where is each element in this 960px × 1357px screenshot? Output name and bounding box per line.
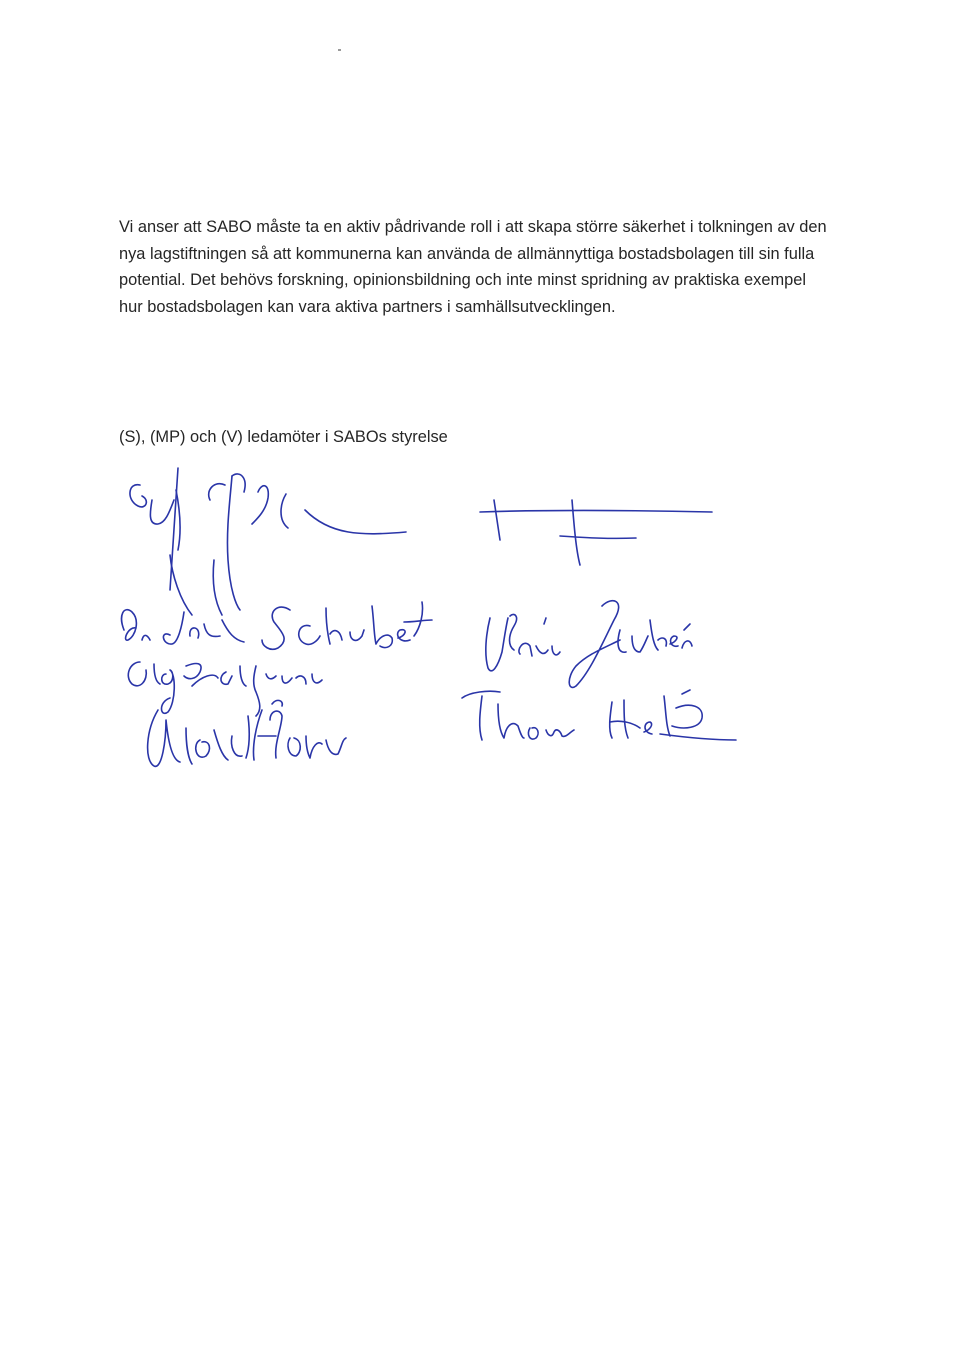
signature-linden	[486, 601, 692, 688]
paragraph-line-4: hur bostadsbolagen kan vara aktiva partners i samhällsutvecklingen.	[119, 297, 616, 316]
signature-scribble-2	[209, 474, 406, 615]
paragraph-line-2: nya lagstiftningen så att kommunerna kan använda de allmännyttiga bostadsbolagen till sin fulla	[119, 244, 815, 263]
signoff-line: (S), (MP) och (V) ledamöter i SABOs styrelse	[119, 428, 448, 446]
signatures-block	[0, 440, 960, 800]
body-paragraph	[119, 214, 879, 320]
signature-schubert	[122, 602, 432, 649]
signature-cross	[480, 500, 712, 565]
signature-karlsson	[128, 662, 322, 716]
signature-scribble-1	[130, 468, 192, 615]
paragraph-line-3: potential. Det behövs forskning, opinionsbildning och inte minst spridning av praktiska exempel	[119, 271, 806, 289]
paragraph-line-1: Vi anser att SABO måste ta en aktiv pådrivande roll i att skapa större säkerhet i tolkningen av den	[119, 218, 827, 236]
scan-speck	[338, 49, 341, 51]
signature-hedin	[462, 690, 736, 740]
signature-astrom	[148, 700, 346, 766]
